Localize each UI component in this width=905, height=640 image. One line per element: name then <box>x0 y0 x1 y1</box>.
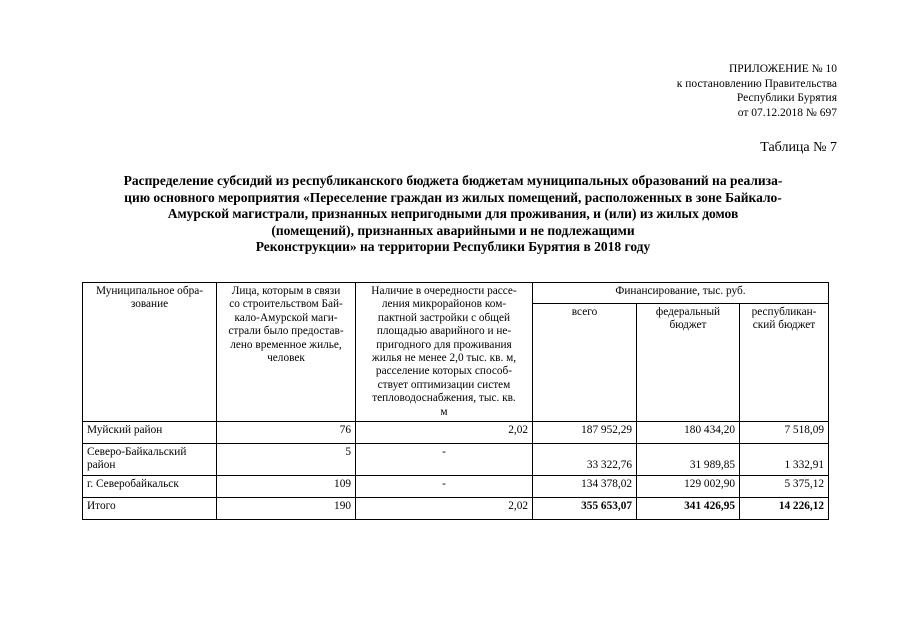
cell-name: Итого <box>83 497 217 519</box>
table-row <box>83 444 829 476</box>
cell-republic: 7 518,09 <box>740 422 829 444</box>
cell-line: Северо-Байкальский <box>87 446 187 459</box>
header-line: ский бюджет <box>752 319 816 332</box>
header-financing: Финансирование, тыс. руб. <box>533 283 829 304</box>
table-row <box>83 475 829 497</box>
cell-federal: 129 002,90 <box>637 475 740 497</box>
header-line: со строительством Бай- <box>229 298 343 311</box>
cell-federal: 180 434,20 <box>637 422 740 444</box>
cell-total: 355 653,07 <box>533 497 637 519</box>
cell-republic: 5 375,12 <box>740 475 829 497</box>
title-line: цию основного мероприятия «Переселение граждан из жилых помещений, расположенных в зоне Байкало- <box>124 189 782 205</box>
appendix-line: ПРИЛОЖЕНИЕ № 10 <box>728 63 837 75</box>
title-line: Реконструкции» на территории Республики Бурятия в 2018 году <box>255 239 651 255</box>
header-line: кало-Амурской маги- <box>234 311 338 324</box>
cell-area: 2,02 <box>356 422 533 444</box>
header-line: зование <box>130 298 169 311</box>
cell-persons: 76 <box>217 422 356 444</box>
header-line: пактной застройки с общей <box>377 311 511 324</box>
appendix-header <box>677 62 837 120</box>
appendix-line: Республики Бурятия <box>736 92 837 104</box>
cell-republic: 1 332,91 <box>740 444 829 476</box>
cell-federal: 341 426,95 <box>637 497 740 519</box>
header-line: пригодного для проживания <box>376 338 512 351</box>
header-line: лено временное жилье, <box>230 338 342 351</box>
header-line: ления микрорайонов ком- <box>381 298 507 311</box>
header-line: расселение которых способ- <box>375 365 513 378</box>
cell-total: 134 378,02 <box>533 475 637 497</box>
document-title <box>78 173 828 256</box>
appendix-line: к постановлению Правительства <box>676 77 837 90</box>
cell-total: 187 952,29 <box>533 422 637 444</box>
title-line: Амурской магистрали, признанных непригодными для проживания, и (или) из жилых домов <box>167 206 739 222</box>
cell-name: Муйский район <box>83 422 217 444</box>
appendix-line: от 07.12.2018 № 697 <box>737 106 837 119</box>
table-label: Таблица № 7 <box>760 140 837 155</box>
cell-line: район <box>87 459 116 472</box>
header-line: республикан- <box>751 306 817 318</box>
subsidy-table <box>82 282 829 520</box>
header-line: бюджет <box>669 319 707 332</box>
header-line: Лица, которым в связи <box>231 285 341 297</box>
header-persons <box>217 283 356 422</box>
cell-area: - <box>356 475 533 497</box>
header-line: м <box>440 405 448 418</box>
header-line: ствует оптимизации систем <box>377 378 511 391</box>
table-row <box>83 422 829 444</box>
header-line: жилья не менее 2,0 тыс. кв. м, <box>371 352 517 365</box>
cell-republic: 14 226,12 <box>740 497 829 519</box>
header-line: человек <box>267 352 305 365</box>
header-line: федеральный <box>655 306 721 318</box>
cell-area: 2,02 <box>356 497 533 519</box>
cell-persons: 109 <box>217 475 356 497</box>
header-line: тепловодоснабжения, тыс. кв. <box>372 392 516 405</box>
header-line: площадью аварийного и не- <box>376 325 512 338</box>
table-row <box>83 497 829 519</box>
header-federal <box>637 304 740 422</box>
cell-total: 33 322,76 <box>533 444 637 476</box>
cell-area: - <box>356 444 533 476</box>
cell-federal: 31 989,85 <box>637 444 740 476</box>
header-total: всего <box>533 304 637 422</box>
header-republic <box>740 304 829 422</box>
header-line: Наличие в очередности рассе- <box>371 285 517 297</box>
cell-persons: 190 <box>217 497 356 519</box>
cell-name: г. Северобайкальск <box>83 475 217 497</box>
header-line: страли было предостав- <box>228 325 344 338</box>
cell-persons: 5 <box>217 444 356 476</box>
title-line: Распределение субсидий из республиканского бюджета бюджетам муниципальных образований на реализа- <box>123 173 783 188</box>
header-area <box>356 283 533 422</box>
header-line: Муниципальное обра- <box>95 285 204 297</box>
header-municipality <box>83 283 217 422</box>
title-line: (помещений), признанных аварийными и не подлежащими <box>271 222 635 238</box>
cell-name <box>83 444 217 476</box>
